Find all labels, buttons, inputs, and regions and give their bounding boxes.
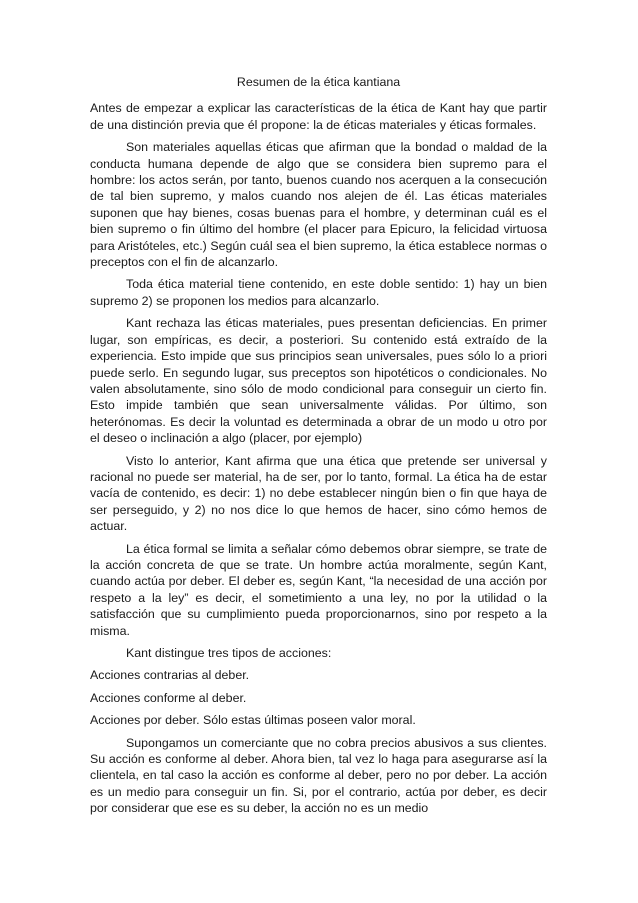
paragraph-rechazo: Kant rechaza las éticas materiales, pues presentan deficiencias. En primer lugar, son empíricas, es decir, a posteriori. Su contenido está extraído de la experiencia. Esto impide que sus principios sean universales, pues sólo lo a priori puede serlo. En segundo lugar, sus preceptos son hipotéticos o condicionales. No valen absolutamente, sino sólo de modo condicional para conseguir un cierto fin. Esto impide también que sean universalmente válidas. Por último, son heterónomas. Es decir la voluntad es determinada a obrar de un modo u otro por el deseo o inclinación a algo (placer, por ejemplo) bbox=[90, 316, 547, 446]
list-item-por-deber: Acciones por deber. Sólo estas últimas poseen valor moral. bbox=[90, 713, 416, 728]
paragraph-etica-formal: Visto lo anterior, Kant afirma que una ética que pretende ser universal y racional no puede ser material, ha de ser, por lo tanto, formal. La ética ha de estar vacía de contenido, es decir: 1) no debe establecer ningún bien o fin que haya de ser perseguido, y 2) no nos dice lo que hemos de hacer, sino cómo hemos de actuar. bbox=[90, 453, 547, 534]
paragraph-intro: Antes de empezar a explicar las características de la ética de Kant hay que partir de una distinción previa que él propone: la de éticas materiales y éticas formales. bbox=[90, 101, 547, 132]
document-title: Resumen de la ética kantiana bbox=[236, 75, 401, 89]
document-page bbox=[90, 74, 547, 823]
paragraph-tipos-acciones: Kant distingue tres tipos de acciones: bbox=[126, 646, 332, 660]
paragraph-eticas-materiales: Son materiales aquellas éticas que afirman que la bondad o maldad de la conducta humana depende de algo que se considera bien supremo para el hombre: los actos serán, por tanto, buenos cuando nos acerquen a la consecución de tal bien supremo, y malos cuando nos alejen de él. Las éticas materiales suponen que hay bienes, cosas buenas para el hombre, y determinan cuál es el bien supremo o fin último del hombre (el placer para Epicuro, la felicidad virtuosa para Aristóteles, etc.) Según cuál sea el bien supremo, la ética establece normas o preceptos con el fin de alcanzarlo. bbox=[90, 140, 547, 270]
paragraph-comerciante: Supongamos un comerciante que no cobra precios abusivos a sus clientes. Su acción es conforme al deber. Ahora bien, tal vez lo haga para asegurarse así la clientela, en tal caso la acción es conforme al deber, pero no por deber. La acción es un medio para conseguir un fin. Si, por el contrario, actúa por deber, es decir por considerar que ese es su deber, la acción no es un medio bbox=[90, 735, 547, 816]
paragraph-deber: La ética formal se limita a señalar cómo debemos obrar siempre, se trate de la acción concreta de que se trate. Un hombre actúa moralmente, según Kant, cuando actúa por deber. El deber es, según Kant, “la necesidad de una acción por respeto a la ley” es decir, el sometimiento a una ley, no por la utilidad o la satisfacción que su cumplimiento pueda proporcionarnos, sino por respeto a la misma. bbox=[90, 541, 547, 638]
paragraph-contenido: Toda ética material tiene contenido, en este doble sentido: 1) hay un bien supremo 2) se proponen los medios para alcanzarlo. bbox=[90, 277, 547, 308]
list-item-conforme: Acciones conforme al deber. bbox=[90, 690, 247, 705]
list-item-contrarias: Acciones contrarias al deber. bbox=[90, 668, 250, 683]
